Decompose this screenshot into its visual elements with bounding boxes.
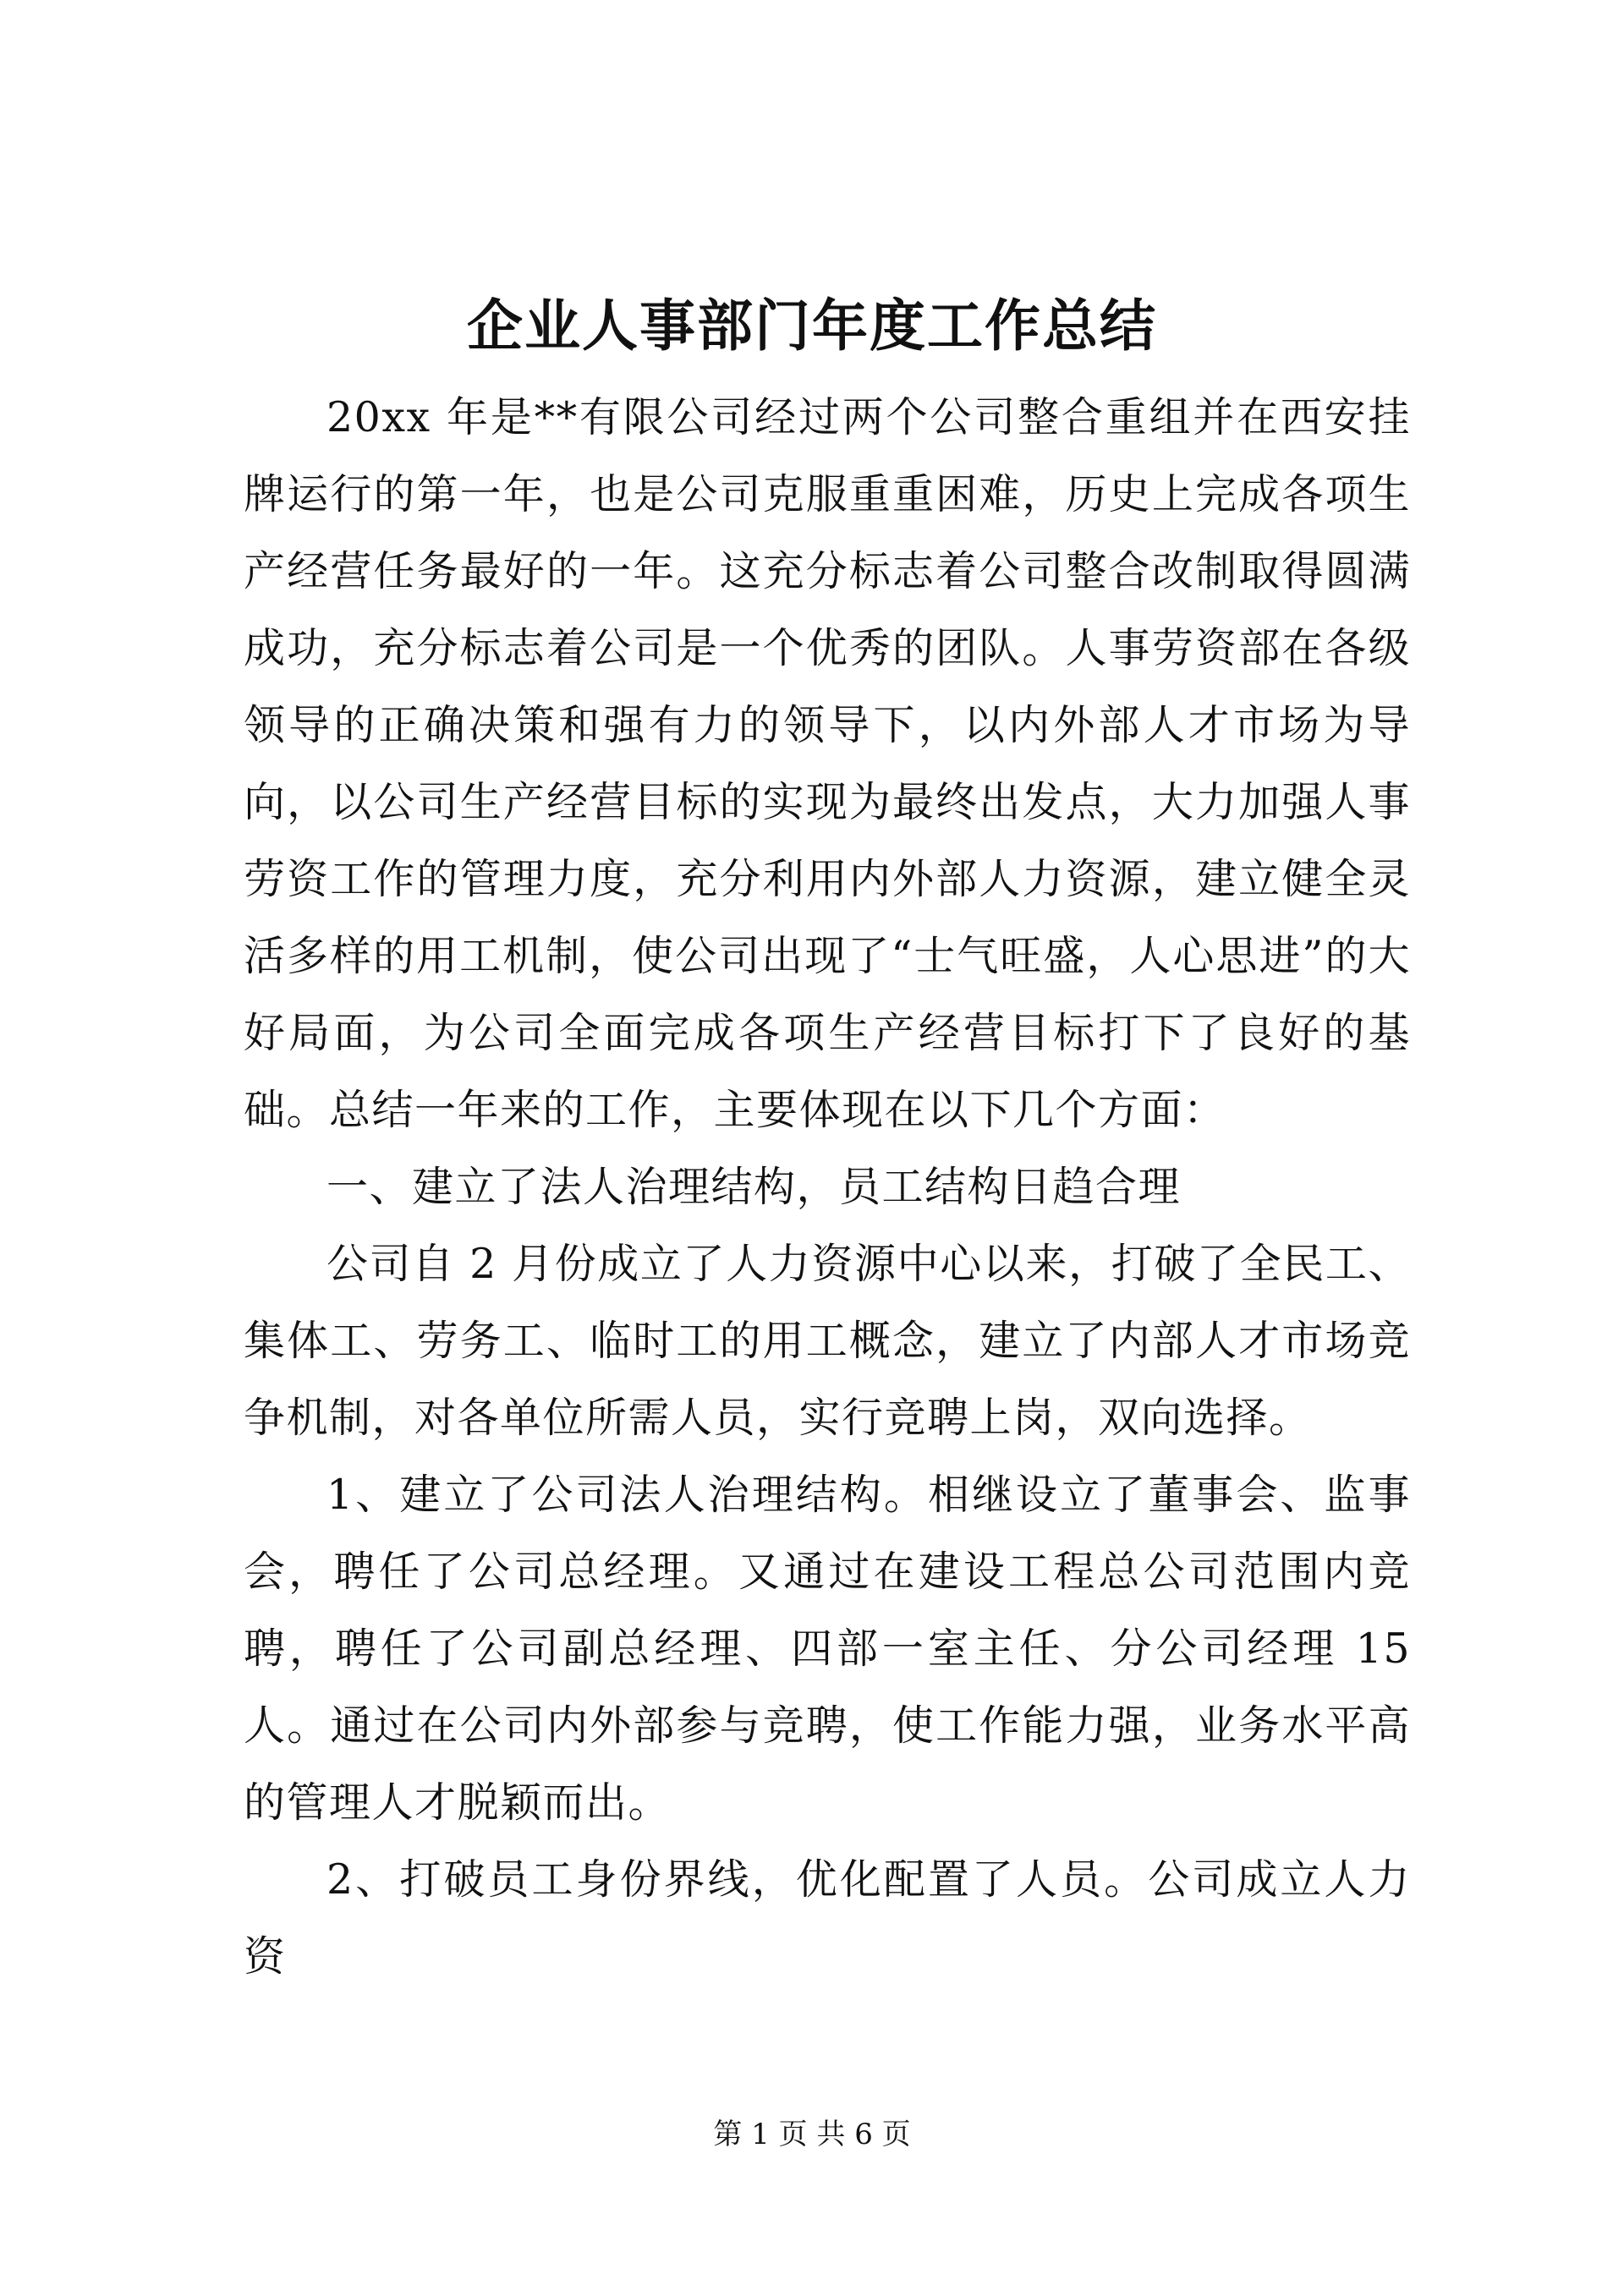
document-body [244,379,1411,1995]
item-paragraph-1: 1、建立了公司法人治理结构。相继设立了董事会、监事会，聘任了公司总经理。又通过在建设工程总公司范围内竞聘，聘任了公司副总经理、四部一室主任、分公司经理 15 人。通过在公司内外部参与竞聘，使工作能力强，业务水平高的管理人才脱颖而出。 [244,1471,1411,1827]
section-paragraph-1: 公司自 2 月份成立了人力资源中心以来，打破了全民工、集体工、劳务工、临时工的用工概念，建立了内部人才市场竞争机制，对各单位所需人员，实行竞聘上岗，双向选择。 [244,1240,1411,1442]
intro-paragraph: 20xx 年是**有限公司经过两个公司整合重组并在西安挂牌运行的第一年，也是公司克服重重困难，历史上完成各项生产经营任务最好的一年。这充分标志着公司整合改制取得圆满成功，充分标志着公司是一个优秀的团队。人事劳资部在各级领导的正确决策和强有力的领导下，以内外部人才市场为导向，以公司生产经营目标的实现为最终出发点，大力加强人事劳资工作的管理力度，充分利用内外部人力资源，建立健全灵活多样的用工机制，使公司出现了“士气旺盛，人心思进”的大好局面，为公司全面完成各项生产经营目标打下了良好的基础。总结一年来的工作，主要体现在以下几个方面： [244,393,1411,1134]
page-number-footer: 第 1 页 共 6 页 [713,2118,911,2151]
section-heading-1: 一、建立了法人治理结构，员工结构日趋合理 [326,1163,1182,1211]
document-title: 企业人事部门年度工作总结 [467,293,1157,359]
item-paragraph-2: 2、打破员工身份界线，优化配置了人员。公司成立人力资 [244,1855,1411,1981]
